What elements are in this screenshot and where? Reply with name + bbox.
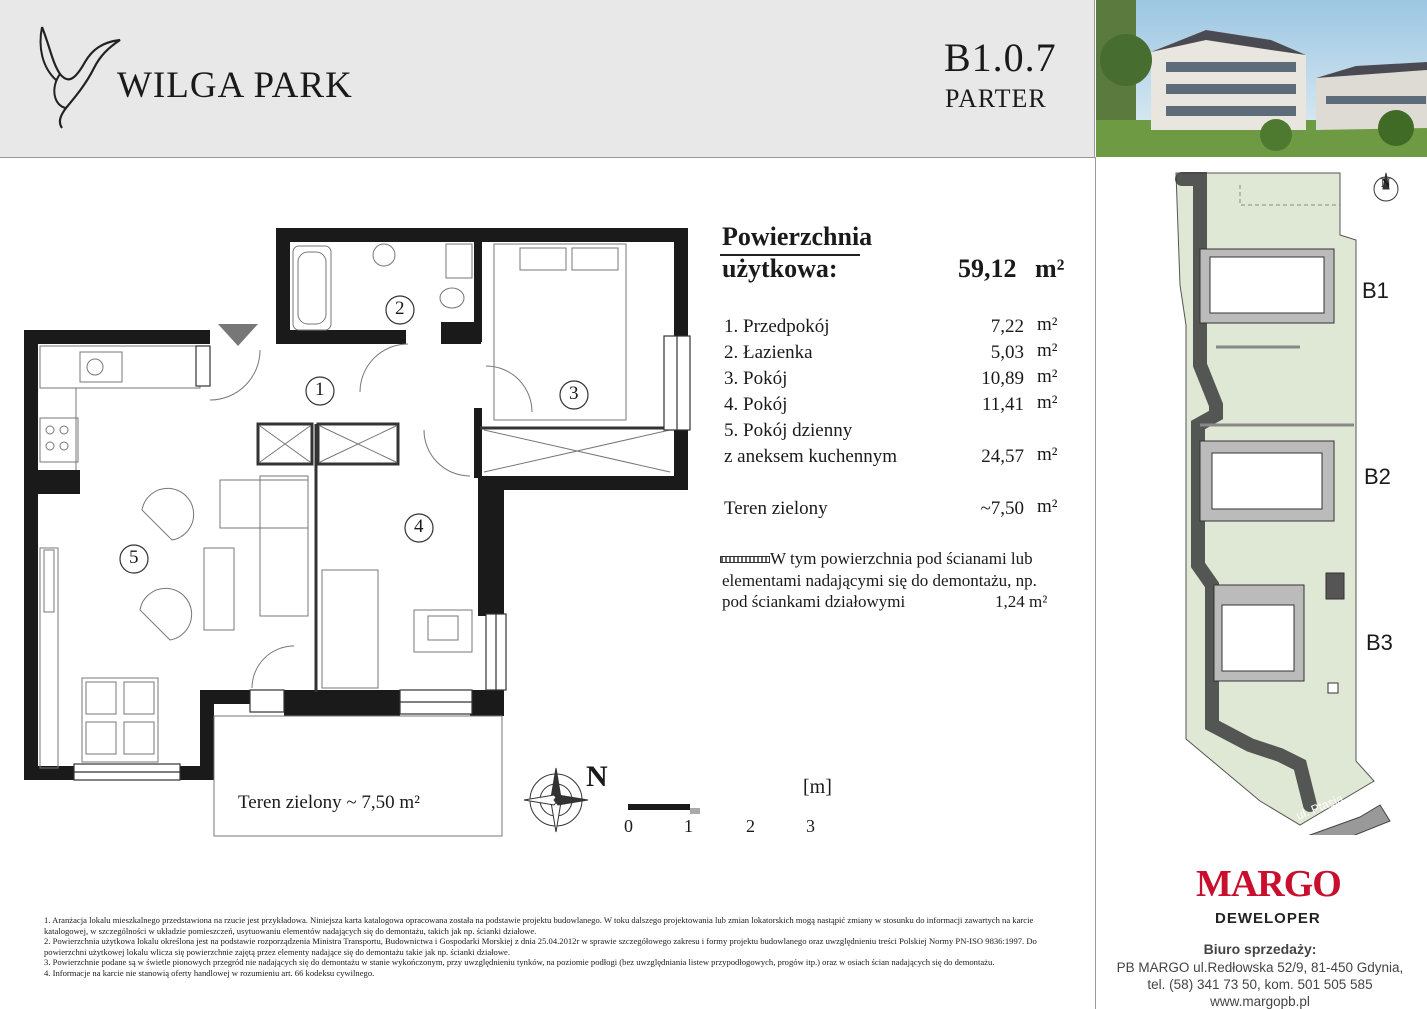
sales-website[interactable]: www.margopb.pl	[1210, 994, 1310, 1009]
footnotes	[44, 915, 1054, 979]
building-b3: B3	[1366, 630, 1393, 655]
footnote-2: 2. Powierzchnia użytkowa lokalu określona jest na podstawie rozporządzenia Ministra Transportu, Budownictwa i Gospodarki Morskiej z dnia 25.04.2012r w sprawie szczegółowego zakresu i formy projektu budowlanego oraz uwzględnieniu treści Polskiej Normy PN-ISO 9836:1997. Do powierzchni użytkowej lokalu wlicza się powierzchnie zajętą przez elementy nadające się do demontażu takie jak np. ścianki działowe.	[44, 936, 1037, 957]
room-value-4: 11,41	[981, 394, 1024, 415]
building-b1: B1	[1362, 278, 1389, 303]
floor-plan	[0, 0, 700, 860]
scale-tick-1: 1	[684, 816, 693, 836]
green-value: ~7,50	[980, 498, 1024, 519]
room-unit-3: m²	[1037, 366, 1058, 387]
area-heading: Powierzchnia	[722, 222, 873, 251]
room-unit-1: m²	[1037, 314, 1058, 335]
room-unit-2: m²	[1037, 340, 1058, 361]
room-label-5b: z aneksem kuchennym	[724, 446, 898, 467]
scale-unit: [m]	[803, 776, 832, 798]
brand-name: WILGA PARK	[117, 65, 353, 106]
room-value-5: 24,57	[981, 446, 1024, 467]
developer-logo: MARGO	[1196, 863, 1341, 905]
hatch-legend-icon	[720, 556, 770, 563]
unit-code: B1.0.7	[944, 35, 1057, 80]
area-heading-2: użytkowa:	[722, 254, 838, 283]
room-label-3: 3. Pokój	[724, 368, 788, 389]
room-label-1: 1. Przedpokój	[724, 316, 830, 337]
room-label-4: 4. Pokój	[724, 394, 788, 415]
note-line-1: W tym powierzchnia pod ścianami lub	[770, 549, 1033, 568]
room-number-5: 5	[129, 547, 139, 568]
footnote-1: 1. Aranżacja lokalu mieszkalnego przedstawiona na rzucie jest przykładowa. Niniejsza karta katalogowa opracowana została na podstawie projektu budowlanego. W toku dalszego projektowania lub zmian lokatorskich mogą nastąpić zmiany w stosunku do informacji zawartych na karcie katalogowej, w szczególności w układzie pomieszczeń, usytuowaniu elementów nadających się do demontażu, takich jak np. ścianki działowe.	[44, 915, 1034, 936]
room-number-2: 2	[395, 298, 405, 319]
green-unit: m²	[1037, 496, 1058, 517]
room-number-1: 1	[315, 379, 325, 400]
sales-address: PB MARGO ul.Redłowska 52/9, 81-450 Gdynia,	[1116, 960, 1404, 975]
note-line-2: elementami nadającymi się do demontażu, np.	[722, 571, 1037, 590]
note-value: 1,24 m²	[995, 592, 1048, 611]
floor-label: PARTER	[945, 84, 1047, 113]
divider	[1095, 157, 1096, 1009]
sales-office-title: Biuro sprzedaży:	[1203, 941, 1317, 957]
developer-sub: DEWELOPER	[1215, 910, 1321, 927]
note-line-3: pod ściankami działowymi	[722, 592, 906, 611]
green-area-label: Teren zielony ~ 7,50 m²	[238, 792, 420, 813]
green-label: Teren zielony	[724, 498, 828, 519]
room-number-4: 4	[414, 516, 424, 537]
building-b2: B2	[1364, 464, 1391, 489]
street-label: ul. Ptasia	[1294, 791, 1346, 823]
room-label-5: 5. Pokój dzienny	[724, 420, 853, 441]
scale-tick-2: 2	[746, 816, 755, 836]
plan-north-label: N	[586, 760, 608, 793]
site-north-label: N	[1381, 175, 1391, 190]
sales-phone: tel. (58) 341 73 50, kom. 501 505 585	[1147, 977, 1373, 992]
area-total-unit: m²	[1035, 254, 1065, 283]
room-value-3: 10,89	[981, 368, 1024, 389]
compass-icon	[524, 768, 588, 832]
area-total: 59,12	[958, 254, 1017, 283]
building-photo	[1096, 0, 1427, 157]
scale-tick-0: 0	[624, 816, 633, 836]
room-value-2: 5,03	[990, 342, 1024, 363]
footnote-3: 3. Powierzchnie podane są w świetle pionowych przegród nie nadających się do demontażu w stanie wykończonym, przy uwzględnieniu tynków, na poziomie podłogi (bez uwzględniania listew przypodłogowych, progów itp.) oraz w osiach ścian nadających się do demontażu.	[44, 957, 995, 968]
room-number-3: 3	[569, 383, 579, 404]
scale-tick-3: 3	[806, 816, 815, 836]
room-unit-5: m²	[1037, 444, 1058, 465]
site-plan	[1160, 165, 1420, 835]
room-unit-4: m²	[1037, 392, 1058, 413]
room-value-1: 7,22	[990, 316, 1024, 337]
room-label-2: 2. Łazienka	[724, 342, 813, 363]
footnote-4: 4. Informacje na karcie nie stanowią oferty handlowej w rozumieniu art. 66 kodeksu cywilnego.	[44, 967, 375, 978]
